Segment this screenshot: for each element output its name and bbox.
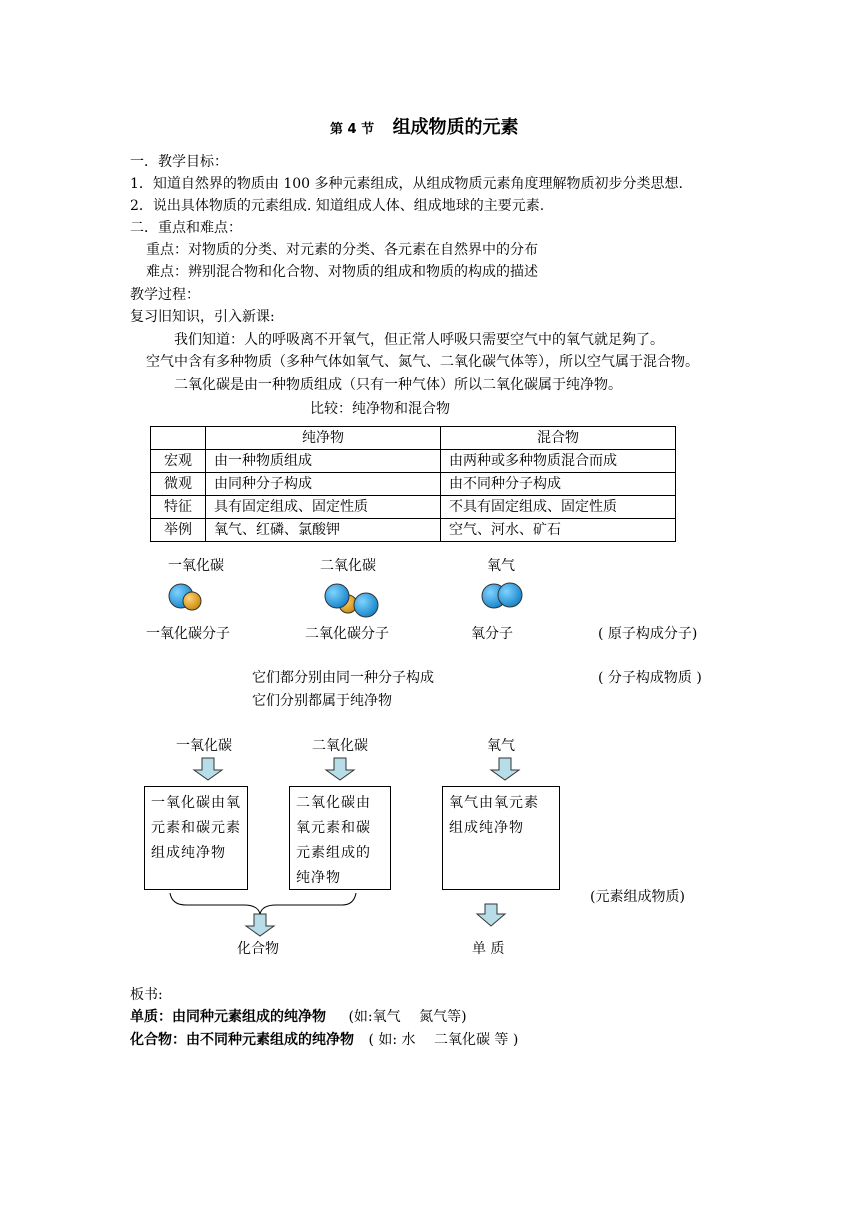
- table-cell: 宏观: [151, 450, 206, 473]
- keypoints-heading: 二．重点和难点：: [130, 220, 242, 236]
- objective-item-2: 2．说出具体物质的元素组成. 知道组成人体、组成地球的主要元素.: [130, 198, 545, 214]
- flow-box-o2: 氧气由氧元素组成纯净物: [442, 786, 560, 890]
- table-header-cell: 纯净物: [206, 427, 441, 450]
- molecule-label-o2: 氧气: [487, 558, 515, 574]
- down-arrow-icon: [326, 758, 354, 780]
- table-cell: 由不同种分子构成: [441, 473, 676, 496]
- down-arrow-icon: [477, 904, 505, 926]
- objectives-heading: 一．教学目标：: [130, 154, 228, 170]
- section-title: 组成物质的元素: [392, 117, 519, 138]
- note-atoms-form-molecules: ( 原子构成分子): [598, 626, 698, 642]
- down-arrow-icon: [246, 914, 274, 936]
- table-cell: 空气、河水、矿石: [441, 519, 676, 542]
- table-cell: 氧气、红磷、氯酸钾: [206, 519, 441, 542]
- table-cell: 不具有固定组成、固定性质: [441, 496, 676, 519]
- flow-box-co2: 二氧化碳由氧元素和碳元素组成的纯净物: [289, 786, 391, 890]
- board-compound-example: ( 如: 水 二氧化碳 等 ): [368, 1032, 519, 1048]
- molecule-caption-o2: 氧分子: [471, 626, 513, 642]
- down-arrow-icon: [194, 758, 222, 780]
- board-compound-definition: 化合物：由不同种元素组成的纯净物: [130, 1032, 354, 1048]
- molecule-caption-co: 一氧化碳分子: [146, 626, 230, 642]
- table-cell: 由两种或多种物质混合而成: [441, 450, 676, 473]
- table-cell: 由同种分子构成: [206, 473, 441, 496]
- flow-label-o2: 氧气: [487, 738, 515, 754]
- review-text: 复习旧知识，引入新课:: [130, 309, 275, 325]
- board-heading: 板书:: [130, 987, 163, 1003]
- note-elements-form-substance: (元素组成物质): [590, 889, 685, 905]
- objective-item-1: 1．知道自然界的物质由 100 多种元素组成，从组成物质元素角度理解物质初步分类思想.: [130, 176, 683, 192]
- board-elemental-line: [130, 1007, 467, 1027]
- flow-label-co: 一氧化碳: [176, 738, 232, 754]
- molecule-caption-co2: 二氧化碳分子: [305, 626, 389, 642]
- table-header-cell: 混合物: [441, 427, 676, 450]
- board-elemental-example: (如:氧气 氮气等): [348, 1009, 467, 1025]
- difficulty-text: 难点：辨别混合物和化合物、对物质的组成和物质的构成的描述: [146, 264, 538, 280]
- paragraph-2: 空气中含有多种物质（多种气体如氧气、氮气、二氧化碳气体等），所以空气属于混合物。: [146, 354, 699, 370]
- table-cell: 特征: [151, 496, 206, 519]
- molecule-summary-2: 它们分别都属于纯净物: [252, 693, 392, 709]
- board-compound-line: [130, 1030, 518, 1050]
- table-cell: 由一种物质组成: [206, 450, 441, 473]
- compound-label: 化合物: [237, 941, 279, 957]
- table-cell: 举例: [151, 519, 206, 542]
- down-arrow-icon: [491, 758, 519, 780]
- note-molecules-form-substance: ( 分子构成物质 ): [598, 670, 702, 686]
- elemental-substance-label: 单 质: [472, 941, 505, 957]
- process-heading: 教学过程：: [130, 287, 200, 303]
- flow-box-co: 一氧化碳由氧元素和碳元素组成纯净物: [144, 786, 248, 890]
- focus-text: 重点：对物质的分类、对元素的分类、各元素在自然界中的分布: [146, 242, 538, 258]
- brace-icon: [170, 893, 356, 914]
- table-cell: 具有固定组成、固定性质: [206, 496, 441, 519]
- table-caption: 比较：纯净物和混合物: [310, 401, 450, 417]
- molecule-label-co: 一氧化碳: [168, 558, 224, 574]
- flow-label-co2: 二氧化碳: [312, 738, 368, 754]
- molecule-summary-1: 它们都分别由同一种分子构成: [252, 670, 434, 686]
- molecule-label-co2: 二氧化碳: [320, 558, 376, 574]
- board-elemental-definition: 单质：由同种元素组成的纯净物: [130, 1009, 326, 1025]
- table-cell: 微观: [151, 473, 206, 496]
- paragraph-3: 二氧化碳是由一种物质组成（只有一种气体）所以二氧化碳属于纯净物。: [174, 377, 622, 393]
- paragraph-1: 我们知道：人的呼吸离不开氧气，但正常人呼吸只需要空气中的氧气就足夠了。: [174, 332, 664, 348]
- section-number: 第 4 节: [330, 122, 375, 137]
